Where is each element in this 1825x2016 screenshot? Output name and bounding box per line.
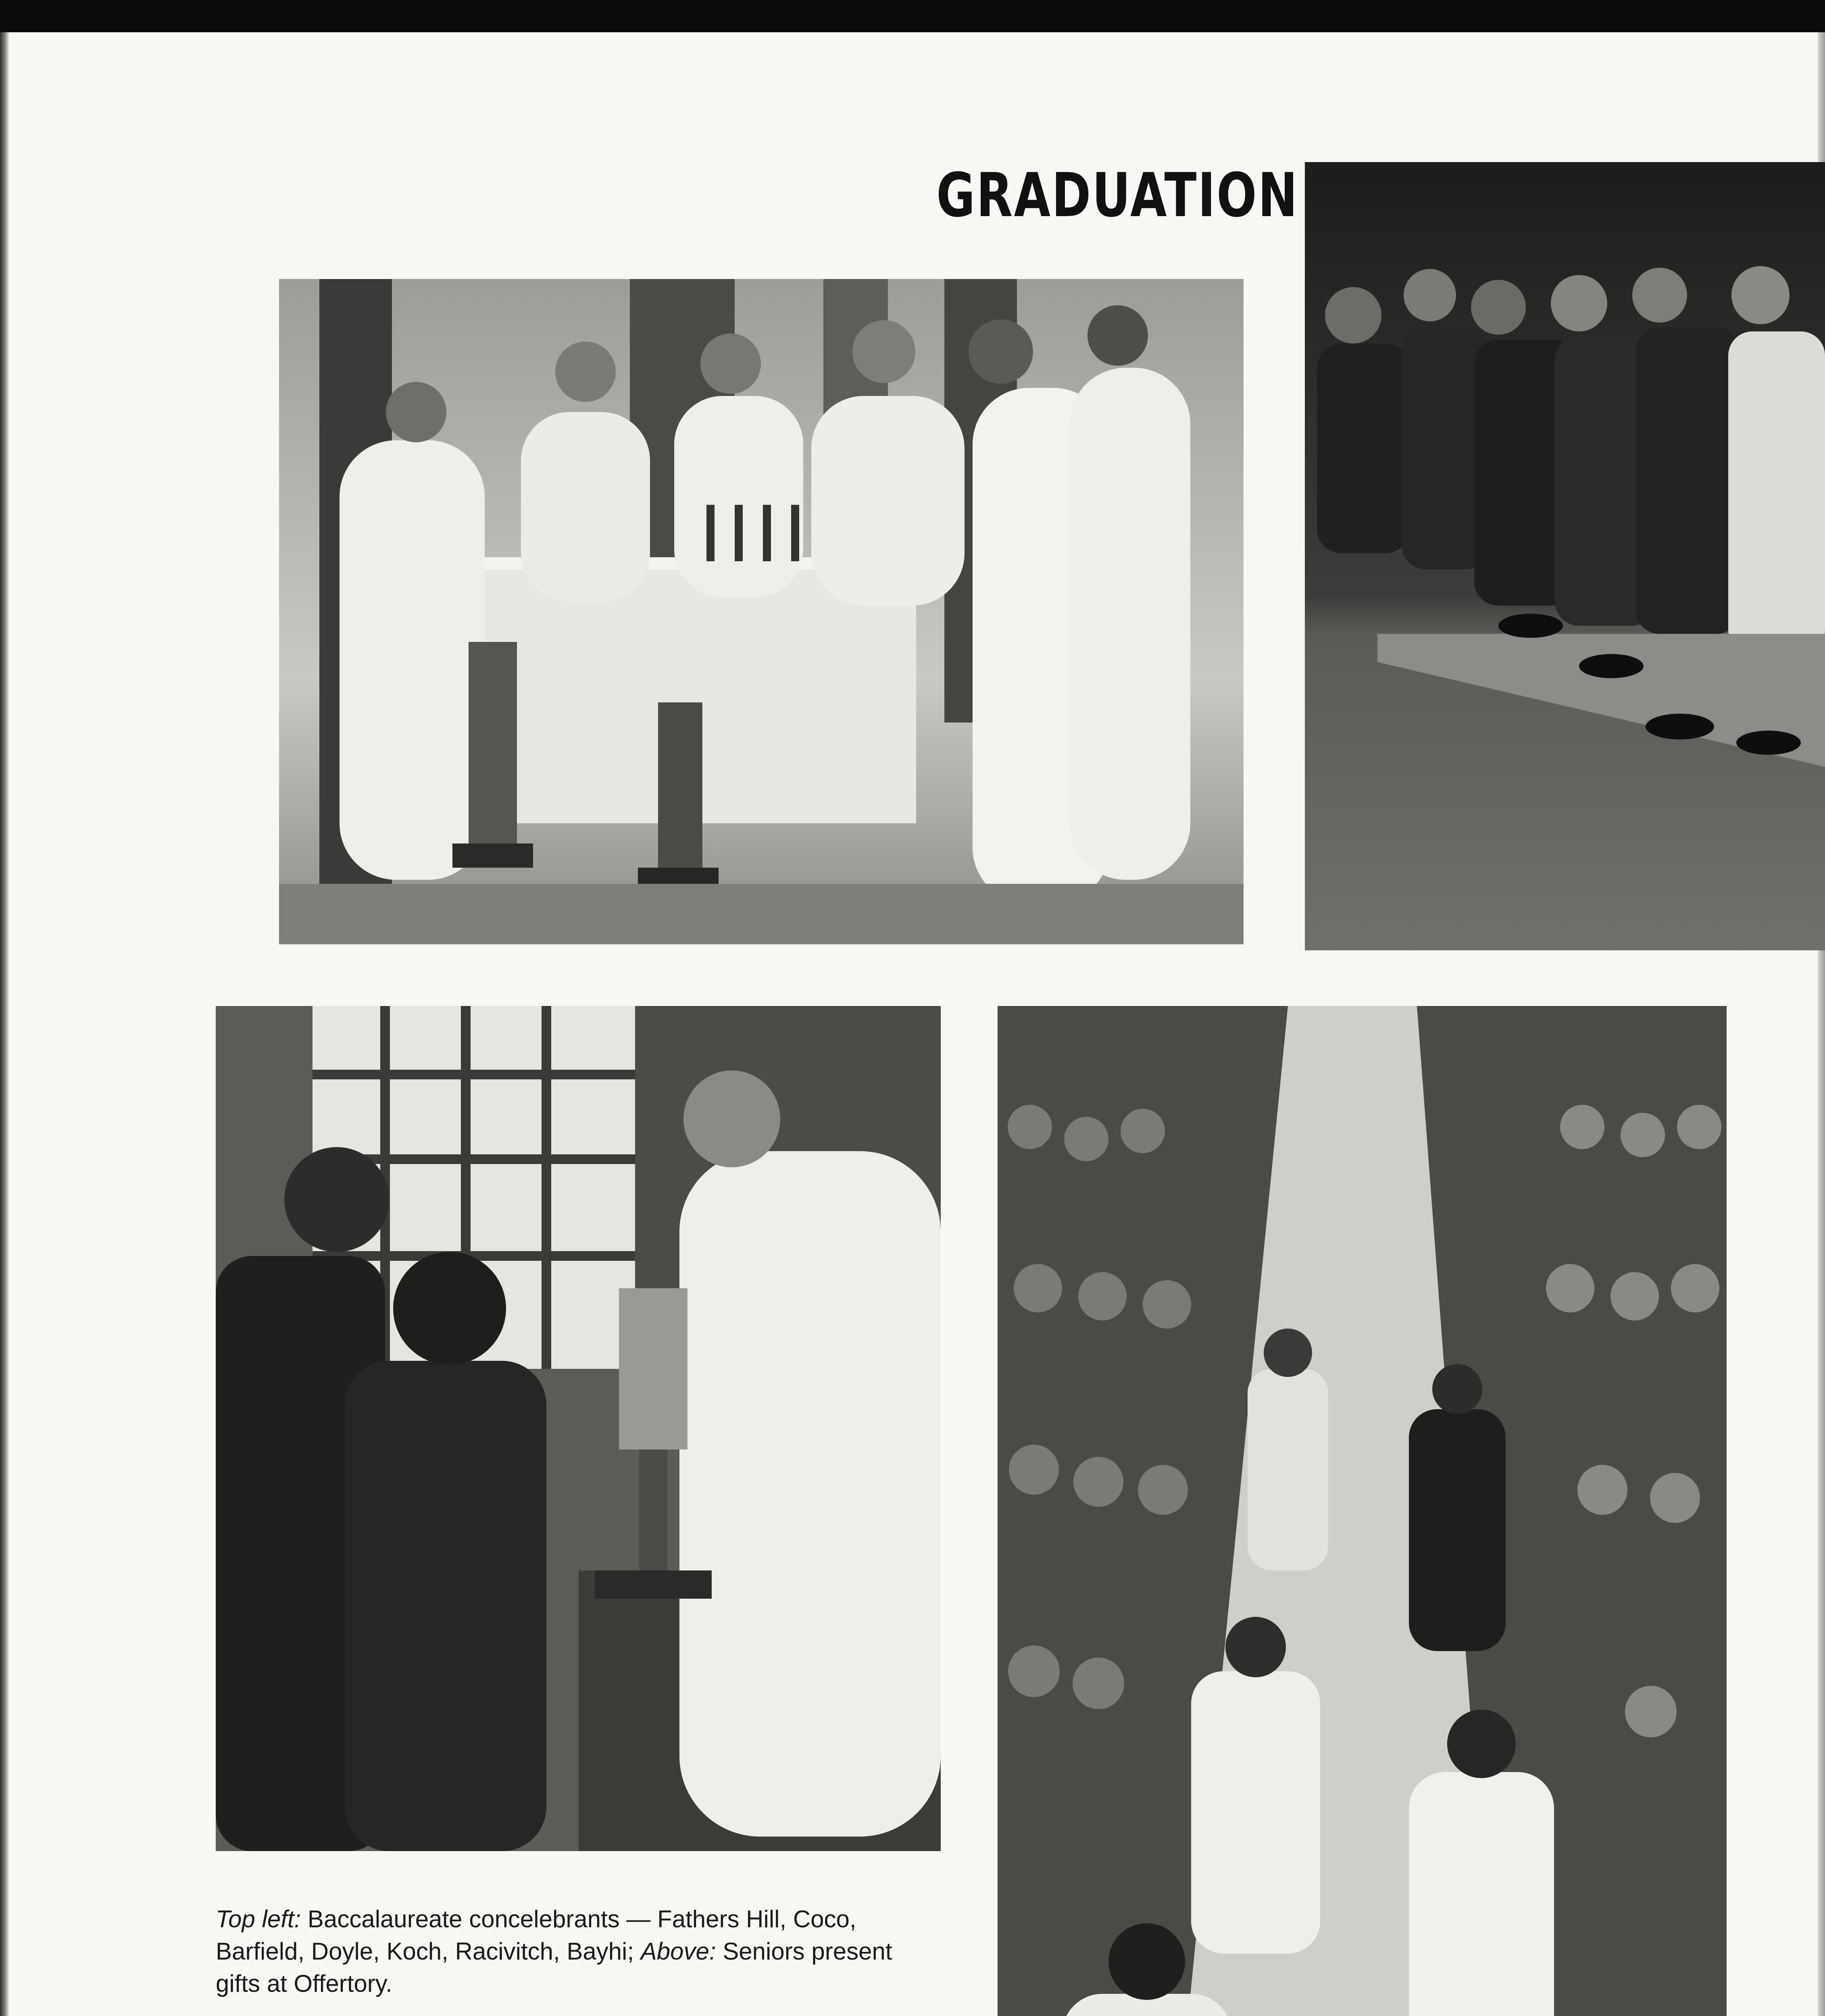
scan-border-left	[0, 32, 9, 2016]
photo-audience-seated-icon	[1305, 162, 1825, 950]
caption-text-offertory: Seniors present gifts at Offertory.	[216, 1938, 892, 1997]
photo-altar-concelebrants	[279, 279, 1244, 944]
caption-label-top-left: Top left:	[216, 1906, 301, 1933]
photo-offertory-gifts-icon	[216, 1006, 941, 1851]
scan-border-top	[0, 0, 1825, 32]
photo-offertory-gifts	[216, 1006, 941, 1851]
caption-text-concelebrants: Baccalaureate concelebrants — Fathers Hill, Coco, Barfield, Doyle, Koch, Racivitch, Bayhi;	[216, 1906, 856, 1965]
photo-graduates-procession	[998, 1006, 1727, 2016]
page-headline: GRADUATION	[936, 160, 1299, 231]
photo-altar-concelebrants-icon	[279, 279, 1244, 944]
photo-caption	[216, 1903, 942, 2000]
photo-audience-seated	[1305, 162, 1825, 950]
photo-graduates-procession-icon	[998, 1006, 1727, 2016]
caption-label-above: Above:	[640, 1938, 716, 1965]
